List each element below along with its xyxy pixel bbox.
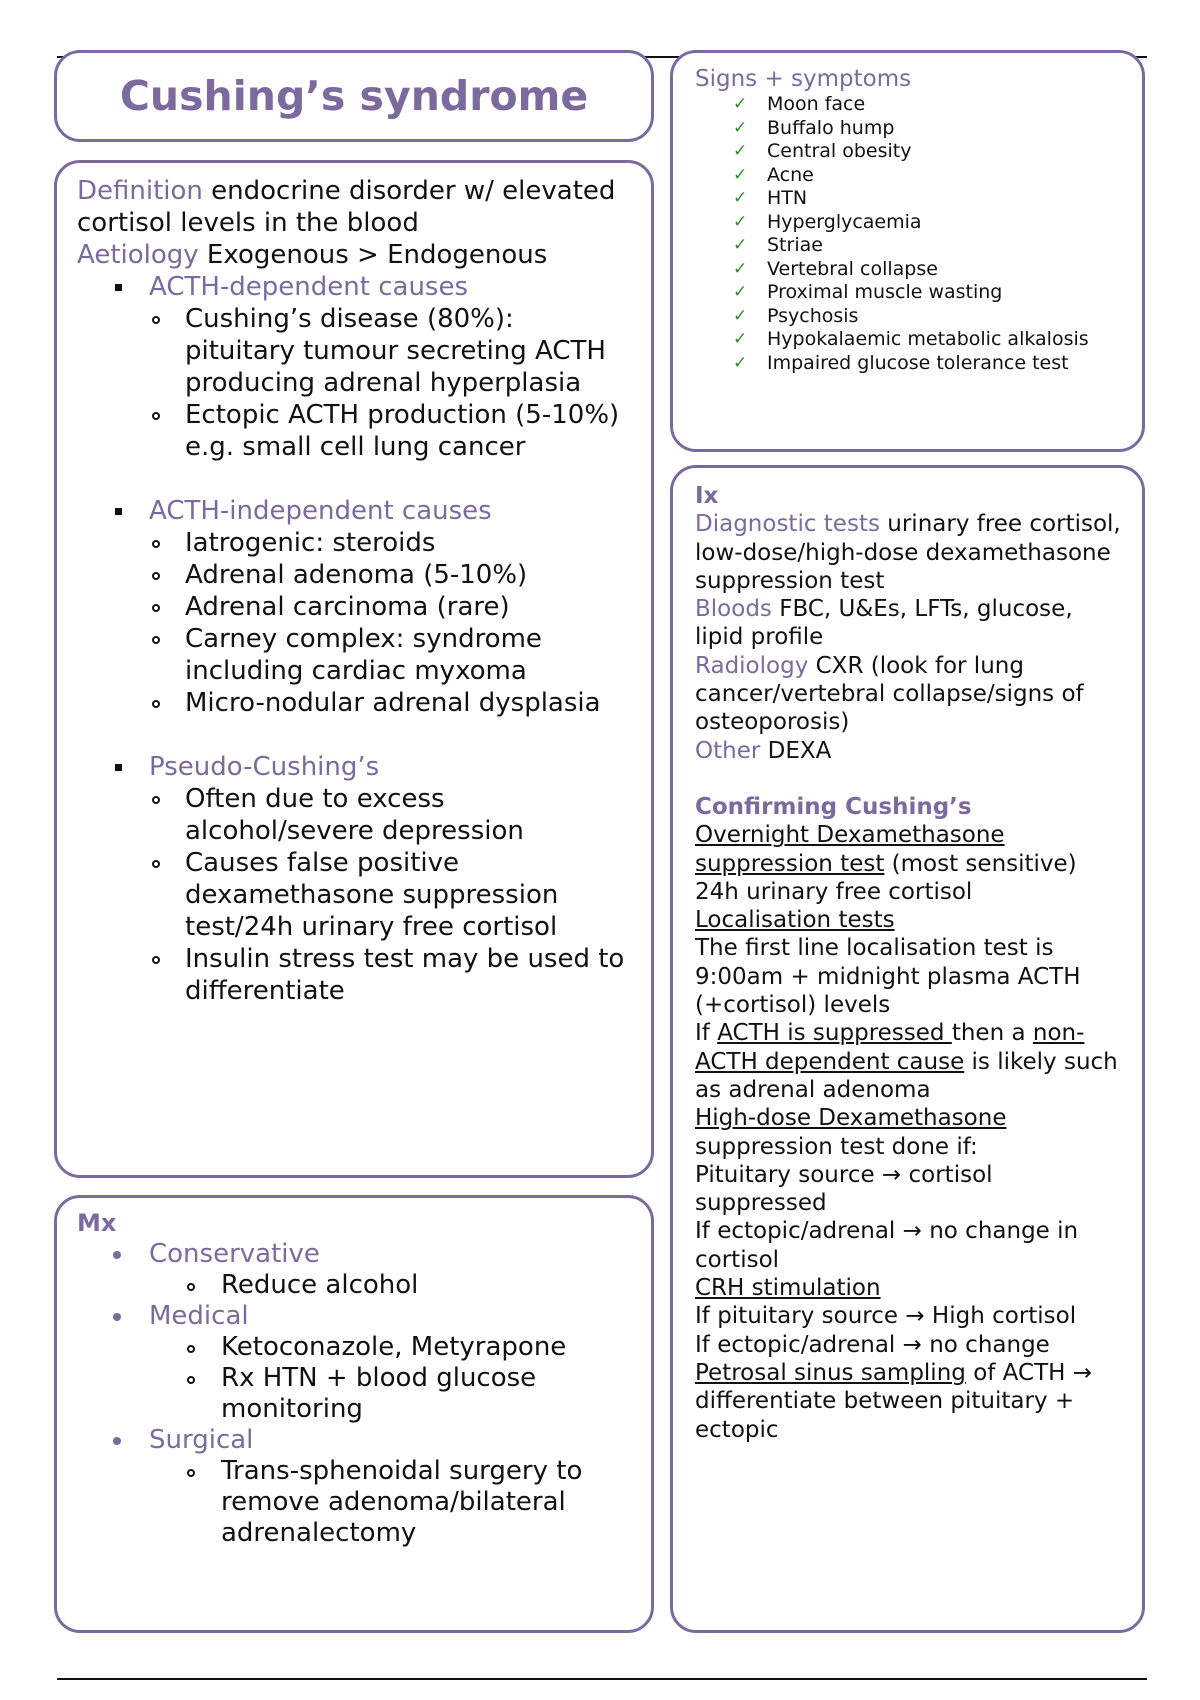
- cause-group-acth-dependent: [77, 271, 631, 463]
- list-item-text: Rx HTN + blood glucose monitoring: [221, 1363, 537, 1424]
- circle-bullet-icon: [187, 1283, 195, 1291]
- dot-bullet-icon: [113, 1437, 121, 1445]
- list-item-text: Vertebral collapse: [767, 257, 938, 280]
- management-box: [54, 1195, 654, 1633]
- mx-group-heading: Medical: [149, 1301, 249, 1331]
- other-text: DEXA: [760, 737, 832, 764]
- list-item-text: Iatrogenic: steroids: [185, 528, 436, 558]
- list-item: [695, 352, 1122, 376]
- list-item: [695, 187, 1122, 211]
- crh-ectopic-line: If ectopic/adrenal → no change: [695, 1331, 1050, 1358]
- signs-symptoms-box: [670, 50, 1145, 452]
- cause-group-heading: ACTH-dependent causes: [149, 272, 469, 302]
- localisation-text: The first line localisation test is 9:00am + midnight plasma ACTH (+cortisol) levels: [695, 935, 1081, 1019]
- circle-bullet-icon: [152, 860, 160, 868]
- list-item: [695, 211, 1122, 235]
- check-icon: ✓: [733, 235, 748, 255]
- signs-list: [695, 93, 1122, 375]
- pituitary-line: Pituitary source → cortisol suppressed: [695, 1161, 993, 1217]
- list-item-text: Ectopic ACTH production (5-10%) e.g. small cell lung cancer: [185, 400, 620, 462]
- list-item-text: Trans-sphenoidal surgery to remove adenoma/bilateral adrenalectomy: [221, 1456, 583, 1548]
- diagnostic-label: Diagnostic tests: [695, 511, 880, 538]
- aetiology-paragraph: [77, 239, 631, 271]
- ix-title: Ix: [695, 483, 719, 509]
- check-icon: ✓: [733, 305, 748, 326]
- aetiology-text: Exogenous > Endogenous: [198, 240, 548, 270]
- confirming-heading: Confirming Cushing’s: [695, 793, 972, 820]
- circle-bullet-icon: [152, 572, 160, 580]
- circle-bullet-icon: [187, 1376, 195, 1384]
- list-item: [149, 1270, 631, 1301]
- mx-group-conservative: [77, 1239, 631, 1301]
- list-item-text: Often due to excess alcohol/severe depression: [185, 784, 524, 846]
- list-item-text: Striae: [767, 234, 823, 256]
- title-box: [54, 50, 654, 142]
- list-item: [149, 1363, 631, 1425]
- list-item: [149, 943, 631, 1007]
- list-item-text: Moon face: [767, 93, 866, 115]
- list-item: [695, 140, 1122, 164]
- spacer: [77, 719, 631, 751]
- list-item-text: Hyperglycaemia: [767, 210, 922, 233]
- localisation-heading: Localisation tests: [695, 907, 895, 934]
- list-item: [149, 591, 631, 623]
- check-icon: ✓: [733, 117, 748, 138]
- list-item: [695, 117, 1122, 141]
- dot-bullet-icon: [113, 1251, 121, 1259]
- list-item-text: Micro-nodular adrenal dysplasia: [185, 688, 601, 718]
- list-item: [149, 399, 631, 463]
- check-icon: ✓: [733, 329, 748, 349]
- highdose-text: suppression test done if:: [695, 1133, 978, 1160]
- mx-sublist: [149, 1456, 631, 1549]
- circle-bullet-icon: [152, 412, 160, 420]
- overnight-note: (most sensitive): [884, 850, 1077, 877]
- list-item-text: Adrenal adenoma (5-10%): [185, 560, 528, 590]
- list-item: [149, 1332, 631, 1363]
- square-bullet-icon: [115, 284, 122, 291]
- cause-group-acth-independent: [77, 495, 631, 719]
- check-icon: ✓: [733, 282, 748, 302]
- circle-bullet-icon: [152, 540, 160, 548]
- list-item-text: Ketoconazole, Metyrapone: [221, 1332, 567, 1362]
- petrosal-heading: Petrosal sinus sampling: [695, 1359, 966, 1386]
- cause-sublist: [149, 303, 631, 463]
- mx-sublist: [149, 1270, 631, 1301]
- highdose-heading: High-dose Dexamethasone: [695, 1105, 1007, 1132]
- circle-bullet-icon: [152, 604, 160, 612]
- crh-heading: CRH stimulation: [695, 1275, 881, 1302]
- list-item: [149, 1456, 631, 1549]
- check-icon: ✓: [733, 94, 748, 114]
- list-item-text: Psychosis: [767, 304, 859, 327]
- cause-group-heading: Pseudo-Cushing’s: [149, 752, 380, 782]
- list-item-text: Reduce alcohol: [221, 1270, 419, 1300]
- mx-sublist: [149, 1332, 631, 1425]
- circle-bullet-icon: [187, 1345, 195, 1353]
- circle-bullet-icon: [152, 316, 160, 324]
- check-icon: ✓: [733, 352, 748, 373]
- list-item: [695, 164, 1122, 188]
- definition-paragraph: [77, 175, 631, 239]
- check-icon: ✓: [733, 188, 748, 208]
- list-item: [149, 303, 631, 399]
- square-bullet-icon: [115, 508, 122, 515]
- cause-group-pseudo-cushings: [77, 751, 631, 1007]
- list-item-text: Acne: [767, 163, 814, 186]
- list-item-text: HTN: [767, 187, 808, 209]
- diagnostic-paragraph: [695, 510, 1124, 595]
- list-item: [695, 305, 1122, 329]
- square-bullet-icon: [115, 764, 122, 771]
- mx-group-heading: Conservative: [149, 1239, 320, 1269]
- bloods-label: Bloods: [695, 596, 772, 623]
- list-item: [149, 783, 631, 847]
- mx-group-surgical: [77, 1425, 631, 1549]
- check-icon: ✓: [733, 141, 748, 161]
- aetiology-box: [54, 160, 654, 1178]
- cause-group-heading: ACTH-independent causes: [149, 496, 492, 526]
- circle-bullet-icon: [187, 1469, 195, 1477]
- list-item: [149, 527, 631, 559]
- list-item: [695, 328, 1122, 352]
- list-item-text: Carney complex: syndrome including cardiac myxoma: [185, 624, 542, 686]
- spacer: [695, 765, 1124, 793]
- list-item-text: Causes false positive dexamethasone suppression test/24h urinary free cortisol: [185, 848, 559, 942]
- bloods-paragraph: [695, 595, 1124, 652]
- bottom-rule: [57, 1678, 1147, 1680]
- dot-bullet-icon: [113, 1313, 121, 1321]
- list-item-text: Central obesity: [767, 140, 912, 162]
- circle-bullet-icon: [152, 700, 160, 708]
- other-label: Other: [695, 737, 761, 764]
- mx-group-heading: Surgical: [149, 1425, 254, 1455]
- list-item: [695, 234, 1122, 258]
- list-item: [695, 258, 1122, 282]
- spacer: [77, 463, 631, 495]
- definition-text: endocrine disorder w/ elevated cortisol levels in the blood: [77, 176, 616, 238]
- causes-list: [77, 271, 631, 1007]
- list-item: [695, 93, 1122, 117]
- petrosal-paragraph: [695, 1359, 1124, 1444]
- check-icon: ✓: [733, 164, 748, 185]
- radiology-paragraph: [695, 652, 1124, 737]
- acth-suppressed-text: ACTH is suppressed: [717, 1020, 952, 1047]
- urinary-line: 24h urinary free cortisol: [695, 878, 973, 905]
- list-item-text: Cushing’s disease (80%): pituitary tumour secreting ACTH producing adrenal hyperplasia: [185, 304, 606, 398]
- overnight-test: Overnight Dexamethasone suppression test: [695, 822, 1005, 877]
- non-acth-text: non-ACTH dependent cause: [695, 1020, 1085, 1075]
- diagnostic-text: urinary free cortisol, low-dose/high-dose dexamethasone suppression test: [695, 511, 1121, 594]
- if-text: If: [695, 1020, 718, 1047]
- definition-label: Definition: [77, 176, 203, 206]
- aetiology-label: Aetiology: [77, 240, 199, 270]
- circle-bullet-icon: [152, 796, 160, 804]
- crh-pituitary-line: If pituitary source → High cortisol: [695, 1303, 1077, 1330]
- list-item: [149, 847, 631, 943]
- radiology-text: CXR (look for lung cancer/vertebral collapse/signs of osteoporosis): [695, 652, 1084, 736]
- list-item-text: Hypokalaemic metabolic alkalosis: [767, 328, 1089, 350]
- radiology-label: Radiology: [695, 652, 809, 679]
- petrosal-text: of ACTH → differentiate between pituitary + ectopic: [695, 1359, 1092, 1443]
- signs-title: Signs + symptoms: [695, 66, 912, 92]
- acth-suppressed-paragraph: [695, 1019, 1124, 1104]
- mx-group-medical: [77, 1301, 631, 1425]
- overnight-paragraph: [695, 821, 1124, 878]
- cause-sublist: [149, 783, 631, 1007]
- bloods-text: FBC, U&Es, LFTs, glucose, lipid profile: [695, 596, 1073, 651]
- ectopic-line: If ectopic/adrenal → no change in cortisol: [695, 1218, 1079, 1273]
- list-item: [149, 623, 631, 687]
- list-item-text: Proximal muscle wasting: [767, 281, 1003, 303]
- list-item: [695, 281, 1122, 305]
- investigations-box: [670, 465, 1145, 1633]
- list-item: [149, 559, 631, 591]
- list-item-text: Buffalo hump: [767, 116, 895, 139]
- list-item: [149, 687, 631, 719]
- cause-sublist: [149, 527, 631, 719]
- then-text: then a: [951, 1020, 1033, 1047]
- management-list: [77, 1239, 631, 1549]
- circle-bullet-icon: [152, 956, 160, 964]
- circle-bullet-icon: [152, 636, 160, 644]
- likely-text: is likely such as adrenal adenoma: [695, 1048, 1118, 1103]
- list-item-text: Insulin stress test may be used to differentiate: [185, 944, 625, 1006]
- mx-title: Mx: [77, 1209, 117, 1237]
- list-item-text: Adrenal carcinoma (rare): [185, 592, 510, 622]
- check-icon: ✓: [733, 211, 748, 232]
- page-title: Cushing’s syndrome: [119, 72, 589, 120]
- list-item-text: Impaired glucose tolerance test: [767, 351, 1069, 374]
- other-paragraph: [695, 737, 1124, 765]
- check-icon: ✓: [733, 258, 748, 279]
